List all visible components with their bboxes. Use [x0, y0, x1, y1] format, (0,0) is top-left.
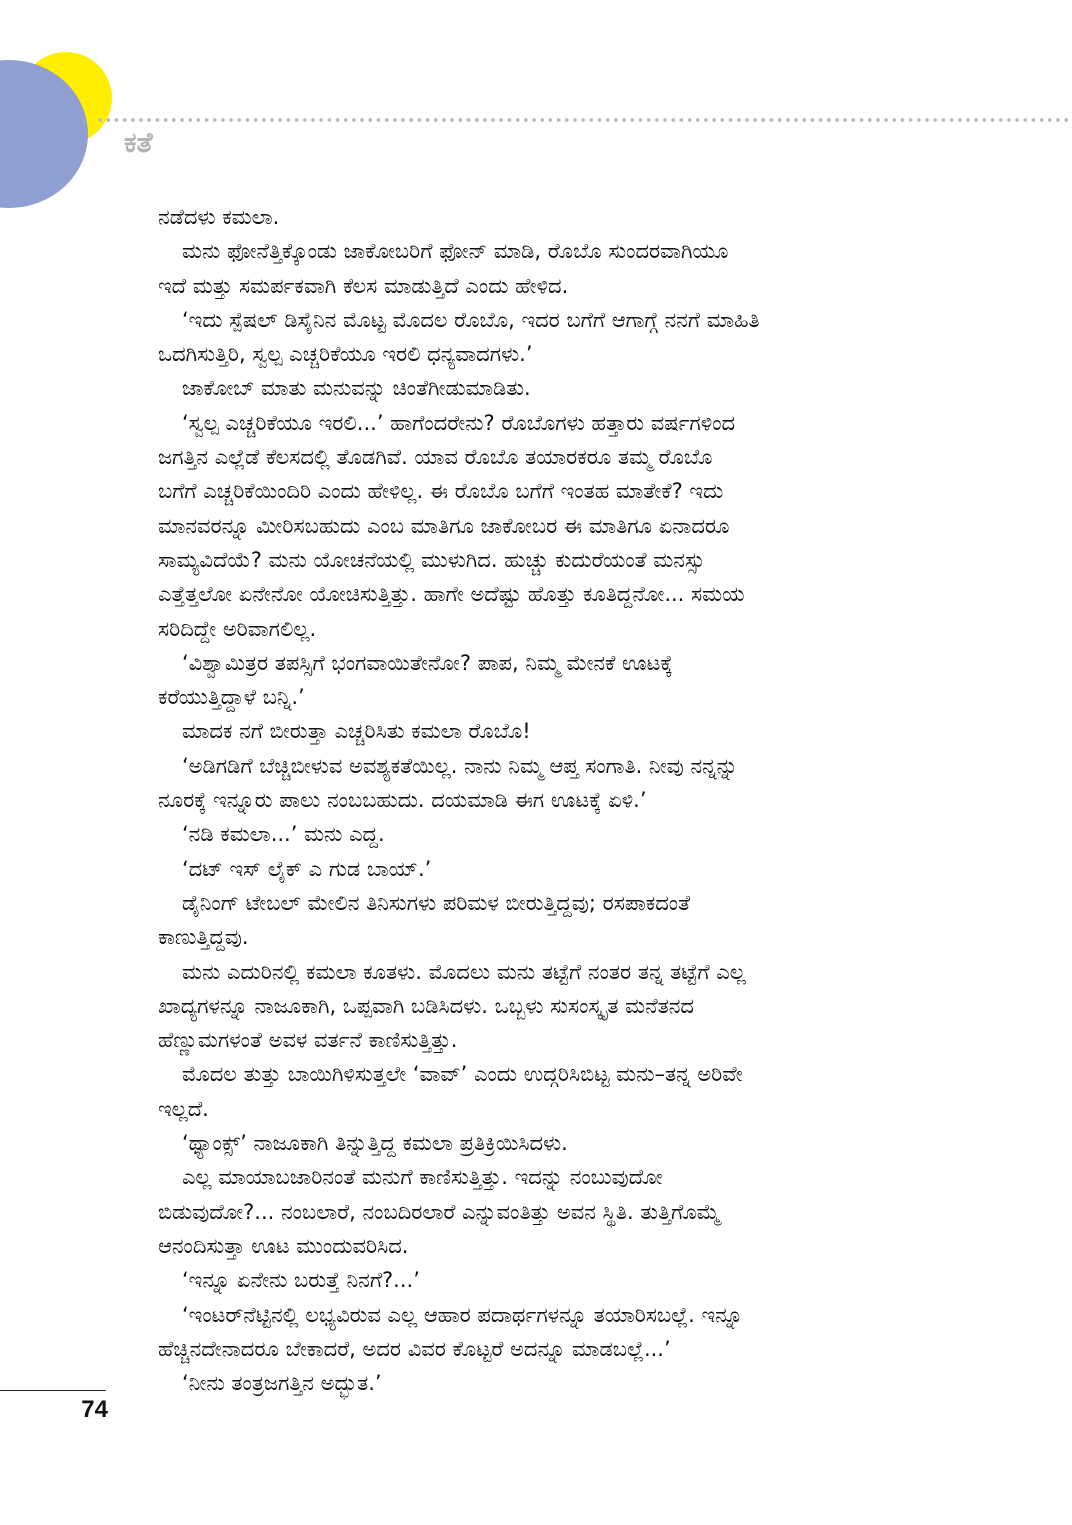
text-line: ‘ವಿಶ್ವಾಮಿತ್ರರ ತಪಸ್ಸಿಗೆ ಭಂಗವಾಯಿತೇನೋ? ಪಾಪ, ನಿಮ್ಮ ಮೇನಕೆ ಊಟಕ್ಕೆ: [182, 650, 673, 675]
section-label: ಕತೆ: [124, 126, 153, 159]
text-line: ಜಗತ್ತಿನ ಎಲ್ಲೆಡೆ ಕೆಲಸದಲ್ಲಿ ತೊಡಗಿವೆ. ಯಾವ ರೊಬೊ ತಯಾರಕರೂ ತಮ್ಮ ರೊಬೊ: [158, 445, 713, 470]
text-line: ಮೊದಲ ತುತ್ತು ಬಾಯಿಗಿಳಿಸುತ್ತಲೇ ‘ವಾವ್’ ಎಂದು ಉದ್ಗರಿಸಿಬಿಟ್ಟ ಮನು–ತನ್ನ ಅರಿವೇ: [182, 1062, 743, 1087]
text-line: ‘ಸ್ವಲ್ಪ ಎಚ್ಚರಿಕೆಯೂ ಇರಲಿ...’ ಹಾಗೆಂದರೇನು? ರೊಬೊಗಳು ಹತ್ತಾರು ವರ್ಷಗಳಿಂದ: [182, 410, 736, 435]
text-line: ‘ನೀನು ತಂತ್ರಜಗತ್ತಿನ ಅದ್ಭುತ.’: [182, 1371, 382, 1396]
text-line: ಸರಿದಿದ್ದೇ ಅರಿವಾಗಲಿಲ್ಲ.: [158, 616, 317, 641]
header-dotted-rule: [96, 117, 1072, 123]
text-line: ‘ಇನ್ನೂ ಏನೇನು ಬರುತ್ತೆ ನಿನಗೆ?...’: [182, 1268, 420, 1293]
text-line: ಕಾಣುತ್ತಿದ್ದವು.: [158, 925, 249, 950]
text-line: ‘ಇಂಟರ್‌ನೆಟ್ಟಿನಲ್ಲಿ ಲಭ್ಯವಿರುವ ಎಲ್ಲ ಆಹಾರ ಪದಾರ್ಥಗಳನ್ನೂ ತಯಾರಿಸಬಲ್ಲೆ. ಇನ್ನೂ: [182, 1302, 744, 1327]
text-line: ಎತ್ತೆತ್ತಲೋ ಏನೇನೋ ಯೋಚಿಸುತ್ತಿತ್ತು. ಹಾಗೇ ಅದೆಷ್ಟು ಹೊತ್ತು ಕೂತಿದ್ದನೋ... ಸಮಯ: [158, 582, 745, 607]
text-line: ಆನಂದಿಸುತ್ತಾ ಊಟ ಮುಂದುವರಿಸಿದ.: [158, 1233, 409, 1258]
text-line: ಮನು ಫೋನೆತ್ತಿಕ್ಕೊಂಡು ಜಾಕೋಬರಿಗೆ ಫೋನ್ ಮಾಡಿ, ರೊಬೊ ಸುಂದರವಾಗಿಯೂ: [182, 239, 729, 264]
text-line: ನಡೆದಳು ಕಮಲಾ.: [158, 205, 280, 229]
text-line: ಇಲ್ಲದೆ.: [158, 1096, 209, 1121]
text-line: ಮಾದಕ ನಗೆ ಬೀರುತ್ತಾ ಎಚ್ಚರಿಸಿತು ಕಮಲಾ ರೊಬೊ!: [182, 719, 531, 744]
text-line: ಹೆಚ್ಚಿನದೇನಾದರೂ ಬೇಕಾದರೆ, ಅದರ ವಿವರ ಕೊಟ್ಟರೆ ಅದನ್ನೂ ಮಾಡಬಲ್ಲೆ...’: [158, 1336, 671, 1361]
text-line: ‘ದಟ್ ಇಸ್ ಲೈಕ್ ಎ ಗುಡ ಬಾಯ್.’: [182, 856, 432, 881]
text-line: ‘ಇದು ಸ್ಪೆಷಲ್ ಡಿಸೈನಿನ ಮೊಟ್ಟ ಮೊದಲ ರೊಬೊ, ಇದರ ಬಗೆಗೆ ಆಗಾಗ್ಗೆ ನನಗೆ ಮಾಹಿತಿ: [182, 307, 760, 332]
text-line: ಜಾಕೋಬ್ ಮಾತು ಮನುವನ್ನು ಚಿಂತೆಗೀಡುಮಾಡಿತು.: [182, 376, 531, 401]
text-line: ಸಾಮ್ಯವಿದೆಯೆ? ಮನು ಯೋಚನೆಯಲ್ಲಿ ಮುಳುಗಿದ. ಹುಚ್ಚು ಕುದುರೆಯಂತೆ ಮನಸ್ಸು: [158, 547, 705, 572]
text-line: ನೂರಕ್ಕೆ ಇನ್ನೂರು ಪಾಲು ನಂಬಬಹುದು. ದಯಮಾಡಿ ಈಗ ಊಟಕ್ಕೆ ಏಳಿ.’: [158, 788, 647, 813]
footer-rule: [0, 1390, 106, 1391]
text-line: ಹೆಣ್ಣುಮಗಳಂತೆ ಅವಳ ವರ್ತನೆ ಕಾಣಿಸುತ್ತಿತ್ತು.: [158, 1028, 458, 1053]
text-line: ಇದೆ ಮತ್ತು ಸಮರ್ಪಕವಾಗಿ ಕೆಲಸ ಮಾಡುತ್ತಿದೆ ಎಂದು ಹೇಳಿದ.: [158, 273, 569, 298]
text-line: ‘ಅಡಿಗಡಿಗೆ ಬೆಚ್ಚಿಬೀಳುವ ಅವಶ್ಯಕತೆಯಿಲ್ಲ. ನಾನು ನಿಮ್ಮ ಆಪ್ತ ಸಂಗಾತಿ. ನೀವು ನನ್ನನ್ನು: [182, 753, 738, 778]
text-line: ಒದಗಿಸುತ್ತಿರಿ, ಸ್ವಲ್ಪ ಎಚ್ಚರಿಕೆಯೂ ಇರಲಿ ಧನ್ಯವಾದಗಳು.’: [158, 342, 533, 367]
text-line: ‘ಥ್ಯಾಂಕ್ಸ್’ ನಾಜೂಕಾಗಿ ತಿನ್ನುತ್ತಿದ್ದ ಕಮಲಾ ಪ್ರತಿಕ್ರಿಯಿಸಿದಳು.: [182, 1131, 568, 1156]
text-line: ಎಲ್ಲ ಮಾಯಾಬಜಾರಿನಂತೆ ಮನುಗೆ ಕಾಣಿಸುತ್ತಿತ್ತು. ಇದನ್ನು ನಂಬುವುದೋ: [182, 1165, 663, 1190]
text-line: ‘ನಡಿ ಕಮಲಾ...’ ಮನು ಎದ್ದ.: [182, 822, 385, 847]
text-line: ಮನು ಎದುರಿನಲ್ಲಿ ಕಮಲಾ ಕೂತಳು. ಮೊದಲು ಮನು ತಟ್ಟೆಗೆ ನಂತರ ತನ್ನ ತಟ್ಟೆಗೆ ಎಲ್ಲ: [182, 959, 746, 984]
story-body: [158, 200, 918, 1400]
text-line: ಖಾದ್ಯಗಳನ್ನೂ ನಾಜೂಕಾಗಿ, ಒಪ್ಪವಾಗಿ ಬಡಿಸಿದಳು. ಒಬ್ಬಳು ಸುಸಂಸ್ಕೃತ ಮನೆತನದ: [158, 993, 694, 1018]
text-line: ಬಗೆಗೆ ಎಚ್ಚರಿಕೆಯಿಂದಿರಿ ಎಂದು ಹೇಳಿಲ್ಲ. ಈ ರೊಬೊ ಬಗೆಗೆ ಇಂತಹ ಮಾತೇಕೆ? ಇದು: [158, 479, 724, 504]
text-line: ಕರೆಯುತ್ತಿದ್ದಾಳೆ ಬನ್ನಿ.’: [158, 685, 305, 710]
text-line: ಮಾನವರನ್ನೂ ಮೀರಿಸಬಹುದು ಎಂಬ ಮಾತಿಗೂ ಜಾಕೋಬರ ಈ ಮಾತಿಗೂ ಏನಾದರೂ: [158, 513, 730, 538]
text-line: ಡೈನಿಂಗ್ ಟೇಬಲ್ ಮೇಲಿನ ತಿನಿಸುಗಳು ಪರಿಮಳ ಬೀರುತ್ತಿದ್ದವು; ರಸಪಾಕದಂತೆ: [182, 890, 691, 915]
page-number: 74: [81, 1396, 108, 1423]
text-line: ಬಿಡುವುದೋ?... ನಂಬಲಾರೆ, ನಂಬದಿರಲಾರೆ ಎನ್ನುವಂತಿತ್ತು ಅವನ ಸ್ಥಿತಿ. ತುತ್ತಿಗೊಮ್ಮೆ: [158, 1199, 721, 1224]
